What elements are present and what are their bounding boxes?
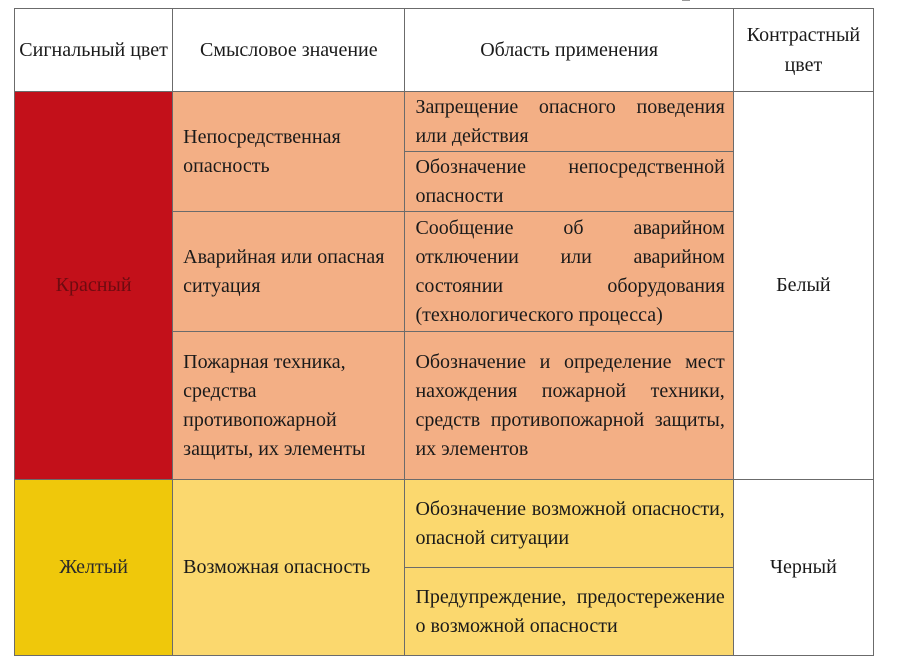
signal-colors-table [14, 8, 874, 656]
table-row [15, 480, 874, 568]
application-cell: Обозначение и определение мест нахождения пожарной техники, средств противопожарной защиты, их элементов [405, 332, 733, 480]
contrast-cell-white: Белый [733, 92, 873, 480]
signal-cell-yellow: Желтый [15, 480, 173, 656]
application-cell: Запрещение опасного поведения или действия [405, 92, 733, 152]
meaning-cell: Непосредственная опасность [173, 92, 405, 212]
table-header-row [15, 9, 874, 92]
contrast-cell-black: Черный [733, 480, 873, 656]
header-signal-color: Сигнальный цвет [15, 9, 173, 92]
signal-cell-red: Красный [15, 92, 173, 480]
signal-colors-table-container [14, 8, 874, 656]
header-meaning: Смысловое значение [173, 9, 405, 92]
table-row [15, 92, 874, 152]
meaning-cell: Пожарная техника, средства противопожарной защиты, их элементы [173, 332, 405, 480]
application-cell: Обозначение возможной опасности, опасной ситуации [405, 480, 733, 568]
application-cell: Предупреждение, предостережение о возможной опасности [405, 568, 733, 656]
application-cell: Сообщение об аварийном отключении или аварийном состоянии оборудования (технологического процесса) [405, 212, 733, 332]
meaning-cell: Возможная опасность [173, 480, 405, 656]
header-application-area: Область применения [405, 9, 733, 92]
header-contrast-color: Контрастный цвет [733, 9, 873, 92]
application-cell: Обозначение непосредственной опасности [405, 152, 733, 212]
decorative-mark [682, 0, 690, 5]
meaning-cell: Аварийная или опасная ситуация [173, 212, 405, 332]
